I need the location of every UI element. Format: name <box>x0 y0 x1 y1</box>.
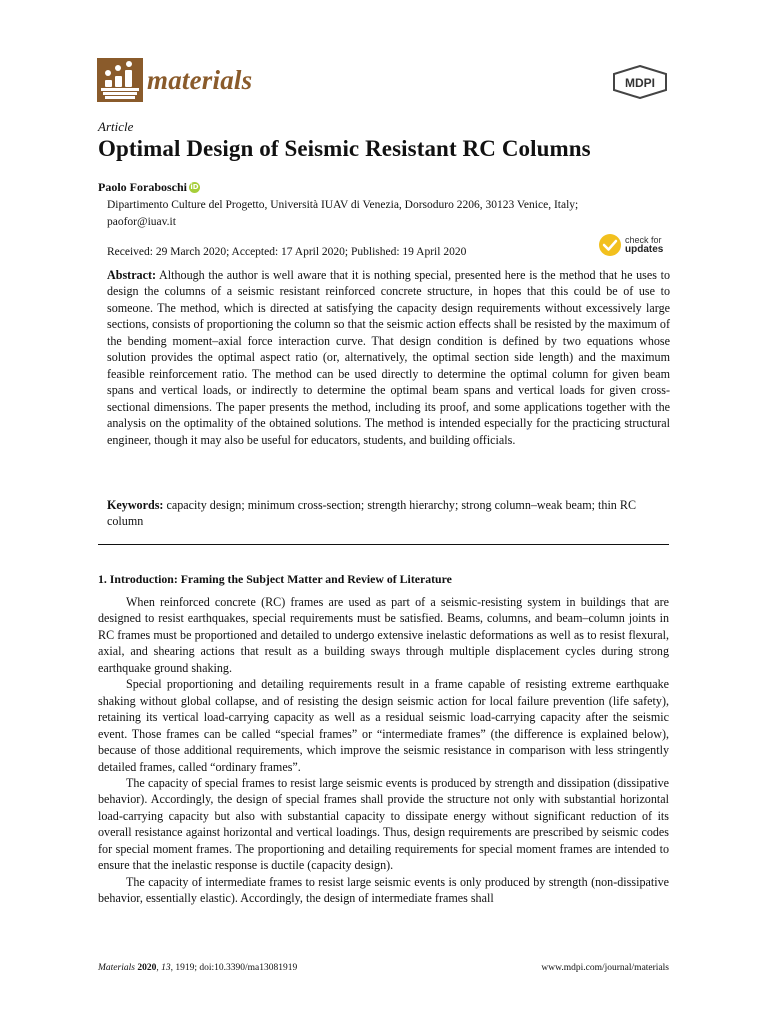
keywords <box>107 497 670 530</box>
section-heading: 1. Introduction: Framing the Subject Matter and Review of Literature <box>98 572 452 586</box>
paper-title: Optimal Design of Seismic Resistant RC Columns <box>98 136 591 161</box>
section-body <box>98 594 669 907</box>
journal-name: materials <box>147 64 253 95</box>
orcid-icon[interactable]: iD <box>190 183 199 191</box>
check-for-updates-badge[interactable] <box>598 233 663 257</box>
paragraph: The capacity of special frames to resist large seismic events is produced by strength and dissipation (dissipative behavior). Accordingly, the design of special frames shall provide the structure not only with substantial horizontal load-carrying capacity but also with substantial capacity to dissipate energy without significant reduction of its overall resistance against horizontal and vertical loadings. Thus, design requirements are prescribed by seismic codes for special moment frames. The proportioning and detailing requirements for special moment frames are intended to ensure that the inelastic response is ductile (capacity design). <box>98 775 669 873</box>
abstract <box>107 267 670 448</box>
keywords-text: capacity design; minimum cross-section; strength hierarchy; strong column–weak beam; thin RC column <box>107 498 637 529</box>
footer-volume: 13 <box>161 963 171 973</box>
publication-dates: Received: 29 March 2020; Accepted: 17 April 2020; Published: 19 April 2020 <box>107 246 467 258</box>
paragraph: When reinforced concrete (RC) frames are used as part of a seismic-resisting system in buildings that are designed to resist earthquakes, special requirements must be satisfied. Beams, columns, and beam–column joints in RC frames must be proportioned and detailed to undergo extensive inelastic deformations as well as to resist flexural, axial, and shearing actions that result as a building sways through multiple displacement cycles during strong earthquake ground shaking. <box>98 595 669 675</box>
publisher-name: MDPI <box>625 76 655 90</box>
footer-url[interactable]: www.mdpi.com/journal/materials <box>541 963 669 973</box>
abstract-label: Abstract: <box>107 268 157 282</box>
affiliation-address: Dipartimento Culture del Progetto, Università IUAV di Venezia, Dorsoduro 2206, 30123 Venice, Italy; <box>107 199 579 211</box>
check-updates-line1: check for <box>625 235 662 245</box>
paragraph: Special proportioning and detailing requirements result in a frame capable of resisting extreme earthquake shaking without global collapse, and of resisting the design seismic action for local failure prevention (life safety), retaining its vertical load-carrying capacity as well as a residual seismic load-carrying capacity after the seismic event. Those frames can be called “special frames” or “intermediate frames” (the difference is explained below), because of those additional requirements, which improve the seismic resistance in comparison with less stringently detailed frames, called “ordinary frames”. <box>98 677 669 774</box>
paragraph: The capacity of intermediate frames to resist large seismic events is only produced by strength (non-dissipative behavior, essentially elastic). Accordingly, the design of intermediate frames shall <box>98 874 669 906</box>
article-type: Article <box>98 119 134 134</box>
materials-logo-icon <box>97 58 143 102</box>
author-email[interactable]: paofor@iuav.it <box>107 216 176 228</box>
check-updates-line2: updates <box>625 244 664 255</box>
footer-year: 2020 <box>137 963 157 973</box>
journal-logo[interactable] <box>97 58 252 102</box>
footer-citation: Materials 2020, 13, 1919; doi:10.3390/ma13081919 <box>98 963 298 973</box>
author-name: Paolo Foraboschi <box>98 180 187 194</box>
keywords-label: Keywords: <box>107 498 164 512</box>
mdpi-logo-icon[interactable] <box>611 65 669 99</box>
author <box>98 180 200 195</box>
footer-journal: Materials <box>98 963 135 973</box>
section-divider <box>98 544 669 545</box>
abstract-text: Although the author is well aware that it is nothing special, presented here is the method that he uses to design the columns of a seismic resistant reinforced concrete structure, in hopes that this could be of use to someone. The method, which is directed at satisfying the capacity design requirements without excessively large sections, consists of proportioning the column so that the seismic action effects shall be resisted by the maximum of the bending moment–axial force interaction curve. That design condition is defined by two equations whose solution provides the optimal aspect ratio (or, alternatively, the optimal section side length) and the maximum feasible reinforcement ratio. The method can be used directly to determine the optimal column for given beam spans and vertical loads, or indirectly to determine the optimal beam spans and vertical loads for given cross-sectional dimensions. The paper presents the method, including its proof, and some applications together with the analysis on the optimality of the obtained solutions. The method is intended especially for the practicing structural engineer, though it may also be useful for educators, students, and building officials. <box>107 268 670 447</box>
affiliation <box>107 197 667 231</box>
footer-doi: , 1919; doi:10.3390/ma13081919 <box>170 963 298 973</box>
check-for-updates-icon <box>598 233 622 257</box>
